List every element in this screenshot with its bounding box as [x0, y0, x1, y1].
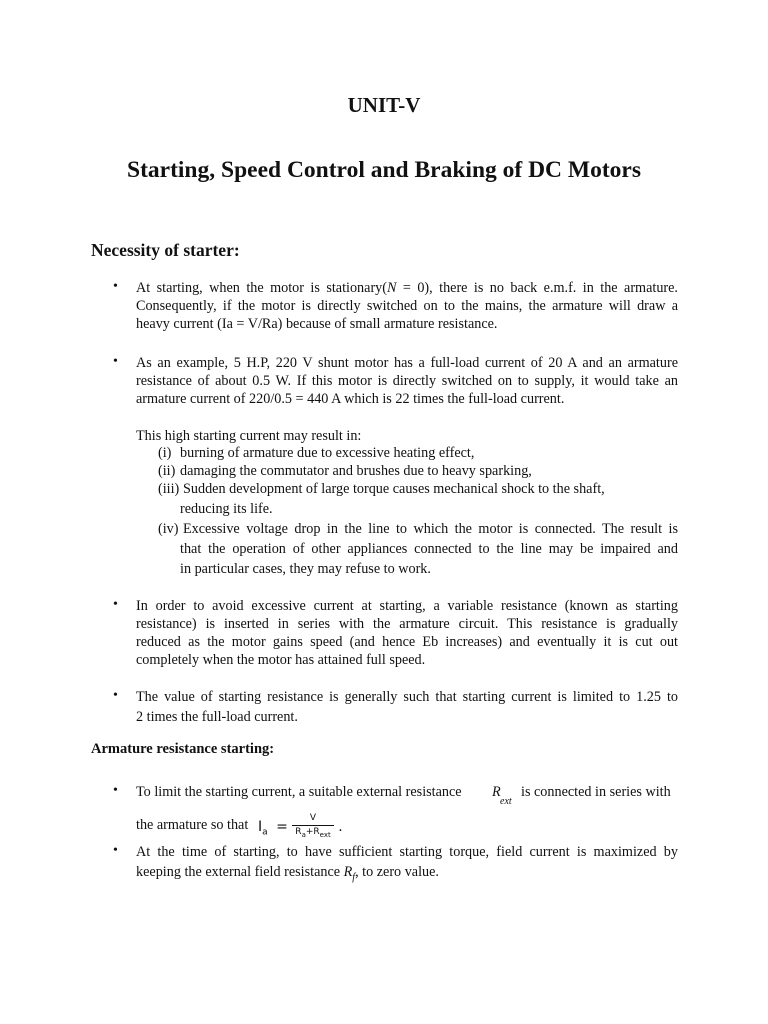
unit-heading: UNIT-V — [347, 93, 421, 117]
italic-n: N — [386, 280, 397, 296]
paragraph-line — [136, 279, 678, 298]
paragraph-line: completely when the motor has attained full speed. — [136, 652, 426, 668]
paragraph-line: the armature so that — [136, 817, 249, 833]
list-item-text: Excessive voltage drop in the line to which the motor is connected. The result is — [183, 521, 678, 537]
section-heading-necessity: Necessity of starter: — [91, 240, 240, 260]
equation-ia — [258, 813, 343, 841]
symbol-rf: R — [343, 864, 353, 880]
list-item-text: Sudden development of large torque causes mechanical shock to the shaft, — [183, 481, 605, 497]
list-intro: This high starting current may result in: — [136, 428, 362, 444]
paragraph-line: armature current of 220/0.5 = 440 A which is 22 times the full-load current. — [136, 391, 565, 407]
paragraph-line: heavy current (Ia = V/Ra) because of small armature resistance. — [136, 316, 498, 332]
subscript-a: a — [262, 827, 268, 838]
text-span: At starting, when the motor is stationary( — [136, 280, 387, 296]
page-title: Starting, Speed Control and Braking of DC Motors — [127, 157, 641, 183]
equals-sign: = — [276, 818, 288, 835]
list-item-continuation: reducing its life. — [180, 501, 273, 517]
list-item-continuation: that the operation of other appliances connected to the line may be impaired and — [180, 541, 678, 557]
paragraph-line: is connected in series with — [521, 784, 671, 800]
paragraph-line: 2 times the full-load current. — [136, 709, 298, 725]
bullet-marker: • — [113, 354, 118, 369]
list-item-text: burning of armature due to excessive heating effect, — [180, 445, 475, 461]
fraction-numerator: V — [292, 813, 333, 826]
paragraph-line — [136, 863, 439, 887]
list-item-number: (iv) — [158, 521, 179, 537]
list-item-continuation: in particular cases, they may refuse to work. — [180, 561, 431, 577]
bullet-marker: • — [113, 843, 118, 858]
paragraph-line: resistance of about 0.5 W. If this motor is directly switched on to supply, it would take an — [136, 373, 678, 389]
subscript-f: f — [352, 871, 356, 883]
fraction — [292, 813, 333, 841]
paragraph-line: To limit the starting current, a suitable external resistance — [136, 784, 462, 800]
list-item-number: (iii) — [158, 481, 180, 497]
paragraph-line: reduced as the motor gains speed (and hence Eb increases) and eventually it is cut out — [136, 634, 678, 650]
text-span: keeping the external field resistance — [136, 864, 341, 880]
paragraph-line: At the time of starting, to have sufficient starting torque, field current is maximized by — [136, 844, 678, 860]
period: . — [338, 818, 343, 835]
bullet-marker: • — [113, 783, 118, 798]
section-heading-armature: Armature resistance starting: — [91, 741, 275, 757]
symbol-r: R — [492, 784, 501, 800]
symbol-i: I — [258, 818, 263, 835]
text-span: , to zero value. — [355, 864, 439, 880]
paragraph-line: In order to avoid excessive current at starting, a variable resistance (known as starting — [136, 598, 678, 614]
bullet-marker: • — [113, 597, 118, 612]
list-item-text: damaging the commutator and brushes due to heavy sparking, — [180, 463, 532, 479]
text-span: = 0), there is no back e.m.f. in the armature. — [396, 280, 678, 296]
bullet-marker: • — [113, 688, 118, 703]
paragraph-line: The value of starting resistance is generally such that starting current is limited to 1.25 to — [136, 689, 678, 705]
list-item-number: (i) — [158, 445, 172, 461]
bullet-marker: • — [113, 279, 118, 294]
paragraph-line: Consequently, if the motor is directly switched on to the mains, the armature will draw a — [136, 298, 678, 314]
paragraph-line: resistance) is inserted in series with the armature circuit. This resistance is gradually — [136, 616, 678, 632]
paragraph-line: As an example, 5 H.P, 220 V shunt motor has a full-load current of 20 A and an armature — [136, 355, 678, 371]
subscript-ext: ext — [500, 796, 512, 807]
fraction-denominator: $R_a+R_{ext}$ — [295, 827, 331, 839]
list-item-number: (ii) — [158, 463, 176, 479]
